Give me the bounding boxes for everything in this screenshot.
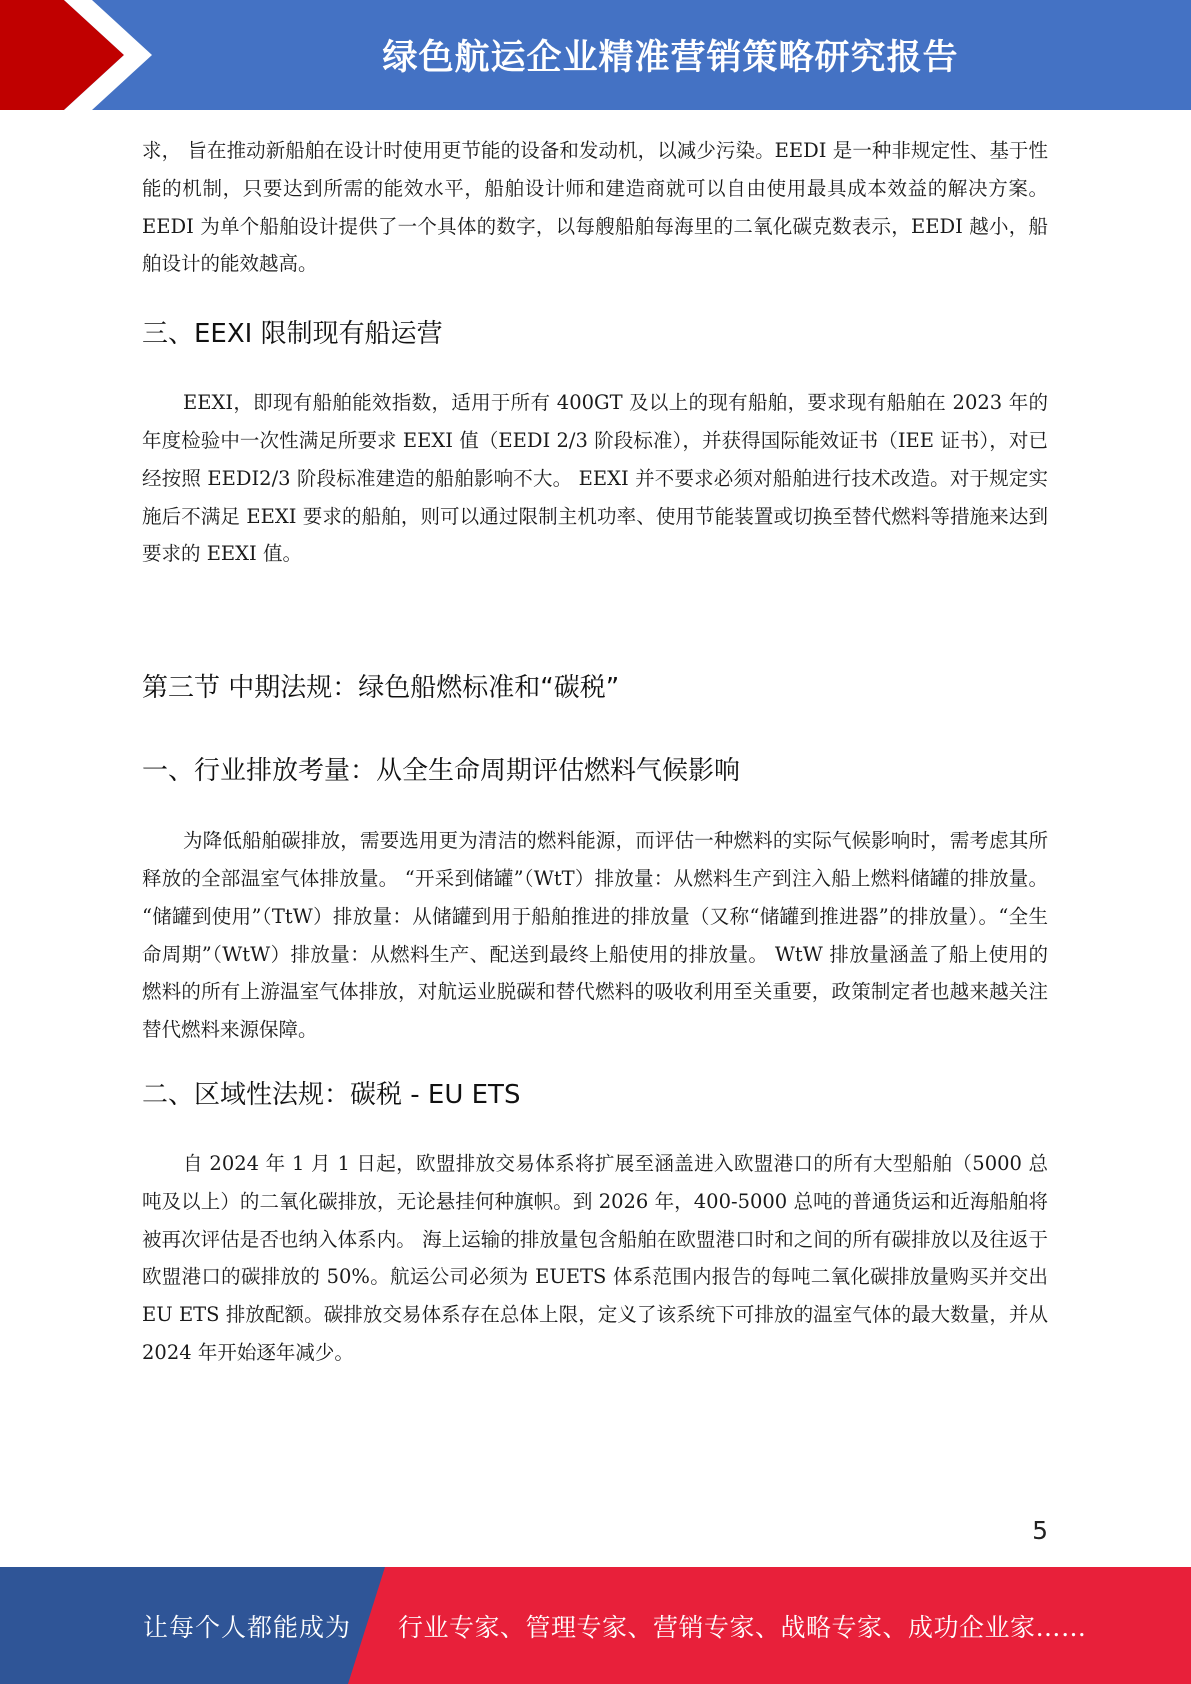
header-arrow-decoration: [0, 0, 170, 110]
chapter-heading: 第三节 中期法规：绿色船燃标准和“碳税”: [142, 673, 620, 704]
page-content: [142, 132, 1048, 1372]
section-paragraph-lifecycle: 为降低船舶碳排放，需要选用更为清洁的燃料能源，而评估一种燃料的实际气候影响时，需考虑其所释放的全部温室气体排放量。 “开采到储罐”（WtT）排放量：从燃料生产到注入船上燃料储罐的排放量。 “储罐到使用”（TtW）排放量：从储罐到用于船舶推进的排放量（又称“储罐到推进器”的排放量）。“全生命周期”（WtW）排放量：从燃料生产、配送到最终上船使用的排放量。 WtW 排放量涵盖了船上使用的燃料的所有上游温室气体排放，对航运业脱碳和替代燃料的吸收利用至关重要，政策制定者也越来越关注替代燃料来源保障。: [142, 829, 1048, 1042]
footer-slogan-left: 让每个人都能成为: [143, 1612, 352, 1642]
section-paragraph-eexi: EEXI，即现有船舶能效指数，适用于所有 400GT 及以上的现有船舶，要求现有船舶在 2023 年的年度检验中一次性满足所要求 EEXI 值（EEDI 2/3 阶段标准），并获得国际能效证书（IEE 证书），对已经按照 EEDI2/3 阶段标准建造的船舶影响不大。 EEXI 并不要求必须对船舶进行技术改造。对于规定实施后不满足 EEXI 要求的船舶，则可以通过限制主机功率、使用节能装置或切换至替代燃料等措施来达到要求的 EEXI 值。: [142, 391, 1048, 566]
section-heading-eexi: 三、EEXI 限制现有船运营: [142, 319, 443, 350]
section-heading-eu-ets: 二、区域性法规：碳税 - EU ETS: [142, 1079, 521, 1110]
page-footer: [0, 1567, 1191, 1684]
page-header: [0, 0, 1191, 110]
section-heading-lifecycle: 一、行业排放考量：从全生命周期评估燃料气候影响: [142, 756, 741, 787]
footer-slogan-right: 行业专家、管理专家、营销专家、战略专家、成功企业家……: [398, 1612, 1087, 1642]
intro-paragraph: 求， 旨在推动新船舶在设计时使用更节能的设备和发动机，以减少污染。EEDI 是一种非规定性、基于性能的机制，只要达到所需的能效水平，船舶设计师和建造商就可以自由使用最具成本效益的解决方案。 EEDI 为单个船舶设计提供了一个具体的数字，以每艘船舶每海里的二氧化碳克数表示，EEDI 越小，船舶设计的能效越高。: [142, 139, 1048, 276]
report-title: 绿色航运企业精准营销策略研究报告: [382, 38, 959, 78]
section-paragraph-eu-ets: 自 2024 年 1 月 1 日起，欧盟排放交易体系将扩展至涵盖进入欧盟港口的所有大型船舶（5000 总吨及以上）的二氧化碳排放，无论悬挂何种旗帜。到 2026 年，400-5000 总吨的普通货运和近海船舶将被再次评估是否也纳入体系内。 海上运输的排放量包含船舶在欧盟港口时和之间的所有碳排放以及往返于欧盟港口的碳排放的 50%。航运公司必须为 EUETS 体系范围内报告的每吨二氧化碳排放量购买并交出 EU ETS 排放配额。碳排放交易体系存在总体上限，定义了该系统下可排放的温室气体的最大数量，并从 2024 年开始逐年减少。: [142, 1151, 1048, 1364]
page-number: 5: [1032, 1516, 1048, 1545]
